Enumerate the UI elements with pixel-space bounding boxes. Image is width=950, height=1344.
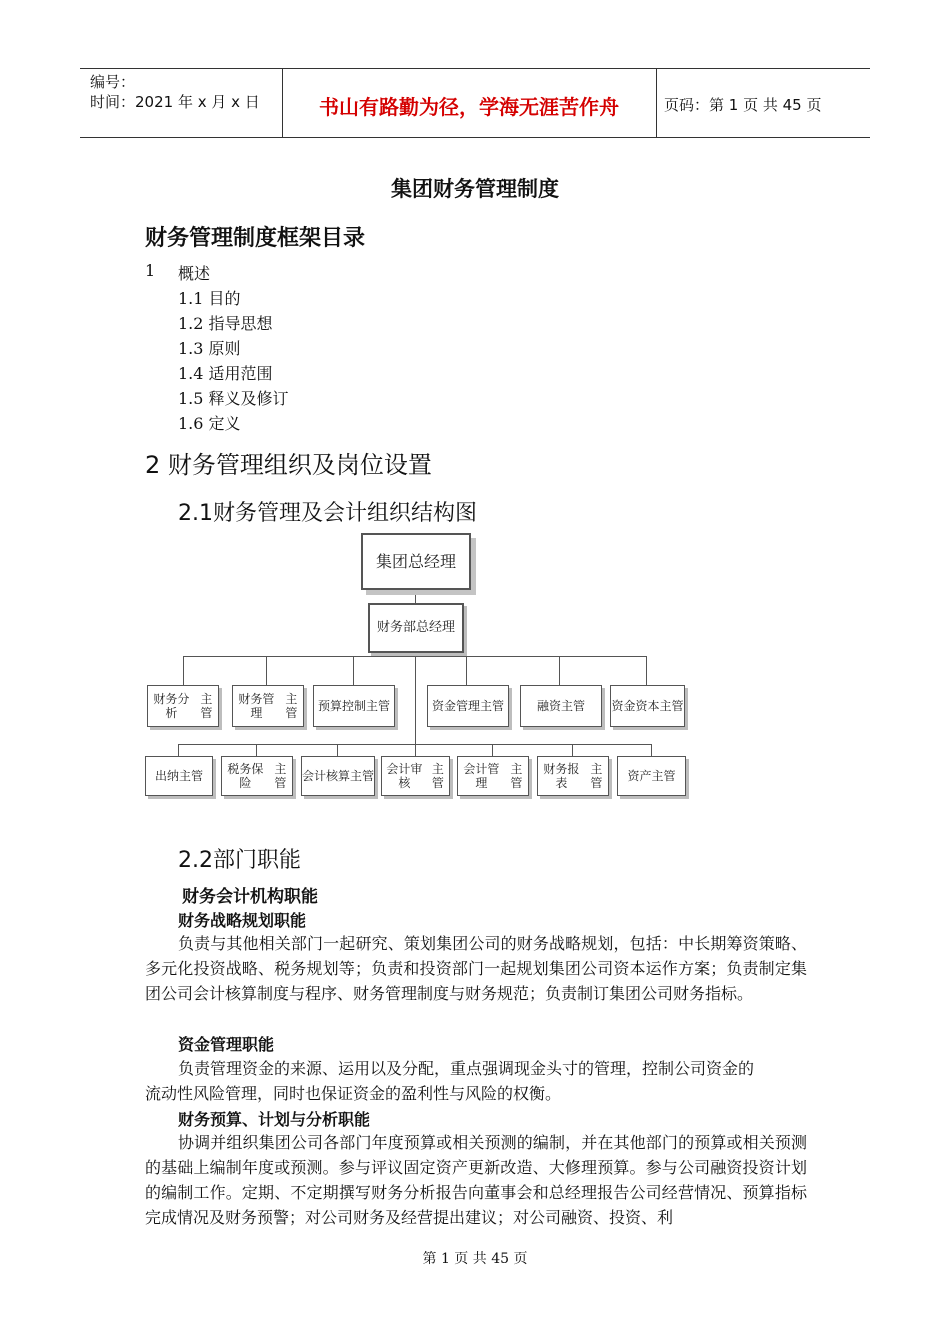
dept-heading: 财务会计机构职能 — [182, 887, 318, 907]
org-box-finance-gm: 财务部总经理 — [368, 603, 464, 653]
page-info: 页码：第 1 页 共 45 页 — [664, 96, 822, 114]
subsection-fund: 资金管理职能 — [178, 1035, 275, 1054]
org-box-financial-management: 财务管理 主管 — [232, 685, 304, 727]
section-2-2-heading: 2.2部门职能 — [178, 848, 301, 873]
section-2-heading: 2 财务管理组织及岗位设置 — [145, 451, 432, 479]
paragraph-fund-line1: 负责管理资金的来源、运用以及分配，重点强调现金头寸的管理，控制公司资金的 — [178, 1059, 755, 1078]
org-box-accounting-calc: 会计核算 主管 — [301, 756, 375, 796]
paragraph-budget: 协调并组织集团公司各部门年度预算或相关预测的编制，并在其他部门的预算或相关预测的基础上编制年度或预测。参与评议固定资产更新改造、大修理预算。参与公司融资投资计划的编制工作。定期、不定期撰写财务分析报告向董事会和总经理报告公司经营情况、预算指标完成情况及财务预警；对公司财务及经营提出建议；对公司融资、投资、利 — [145, 1133, 807, 1227]
motto: 书山有路勤为径，学海无涯苦作舟 — [319, 95, 619, 119]
header-motto-cell — [282, 69, 657, 137]
paragraph-fund-line2: 流动性风险管理，同时也保证资金的盈利性与风险的权衡。 — [145, 1084, 562, 1103]
org-box-capital: 资金资本 主管 — [610, 685, 685, 727]
toc-chapter-title: 概述 — [178, 264, 211, 283]
toc-heading: 财务管理制度框架目录 — [145, 226, 366, 251]
header-page-cell — [656, 69, 870, 137]
time-label: 时间：2021 年 x 月 x 日 — [90, 93, 260, 111]
org-box-cashier: 出纳主管 — [145, 756, 213, 796]
org-box-tax-insurance: 税务保险 主管 — [221, 756, 293, 796]
org-box-budget-control: 预算控制 主管 — [313, 685, 395, 727]
org-box-accounting-management: 会计管理 主管 — [457, 756, 529, 796]
org-box-accounting-audit: 会计审核 主管 — [381, 756, 450, 796]
org-box-fund-management: 资金管理 主管 — [427, 685, 509, 727]
org-box-financial-statements: 财务报表 主管 — [537, 756, 609, 796]
toc-item: 1.4 适用范围 — [178, 364, 273, 383]
document-title: 集团财务管理制度 — [391, 177, 559, 201]
section-2-1-heading: 2.1财务管理及会计组织结构图 — [178, 501, 477, 526]
org-box-financial-analysis: 财务分析 主管 — [147, 685, 219, 727]
org-box-group-gm: 集团总经理 — [361, 533, 471, 590]
toc-item: 1.3 原则 — [178, 339, 241, 358]
page-header — [80, 68, 870, 138]
toc-item: 1.1 目的 — [178, 289, 241, 308]
serial-label: 编号： — [90, 73, 136, 91]
header-meta-cell — [80, 69, 283, 137]
toc-item: 1.5 释义及修订 — [178, 389, 289, 408]
paragraph-strategy: 负责与其他相关部门一起研究、策划集团公司的财务战略规划，包括：中长期筹资策略、多元化投资战略、税务规划等；负责和投资部门一起规划集团公司资本运作方案；负责制定集团公司会计核算制度与程序、财务管理制度与财务规范；负责制订集团公司财务指标。 — [145, 934, 807, 1003]
subsection-strategy: 财务战略规划职能 — [178, 911, 307, 930]
org-box-financing: 融资主管 — [520, 685, 602, 727]
subsection-budget: 财务预算、计划与分析职能 — [178, 1110, 371, 1129]
org-box-assets: 资产主管 — [617, 756, 686, 796]
page-footer: 第 1 页 共 45 页 — [422, 1251, 528, 1267]
toc-item: 1.6 定义 — [178, 414, 241, 433]
toc-item: 1.2 指导思想 — [178, 314, 273, 333]
toc-chapter-number: 1 — [145, 261, 156, 280]
